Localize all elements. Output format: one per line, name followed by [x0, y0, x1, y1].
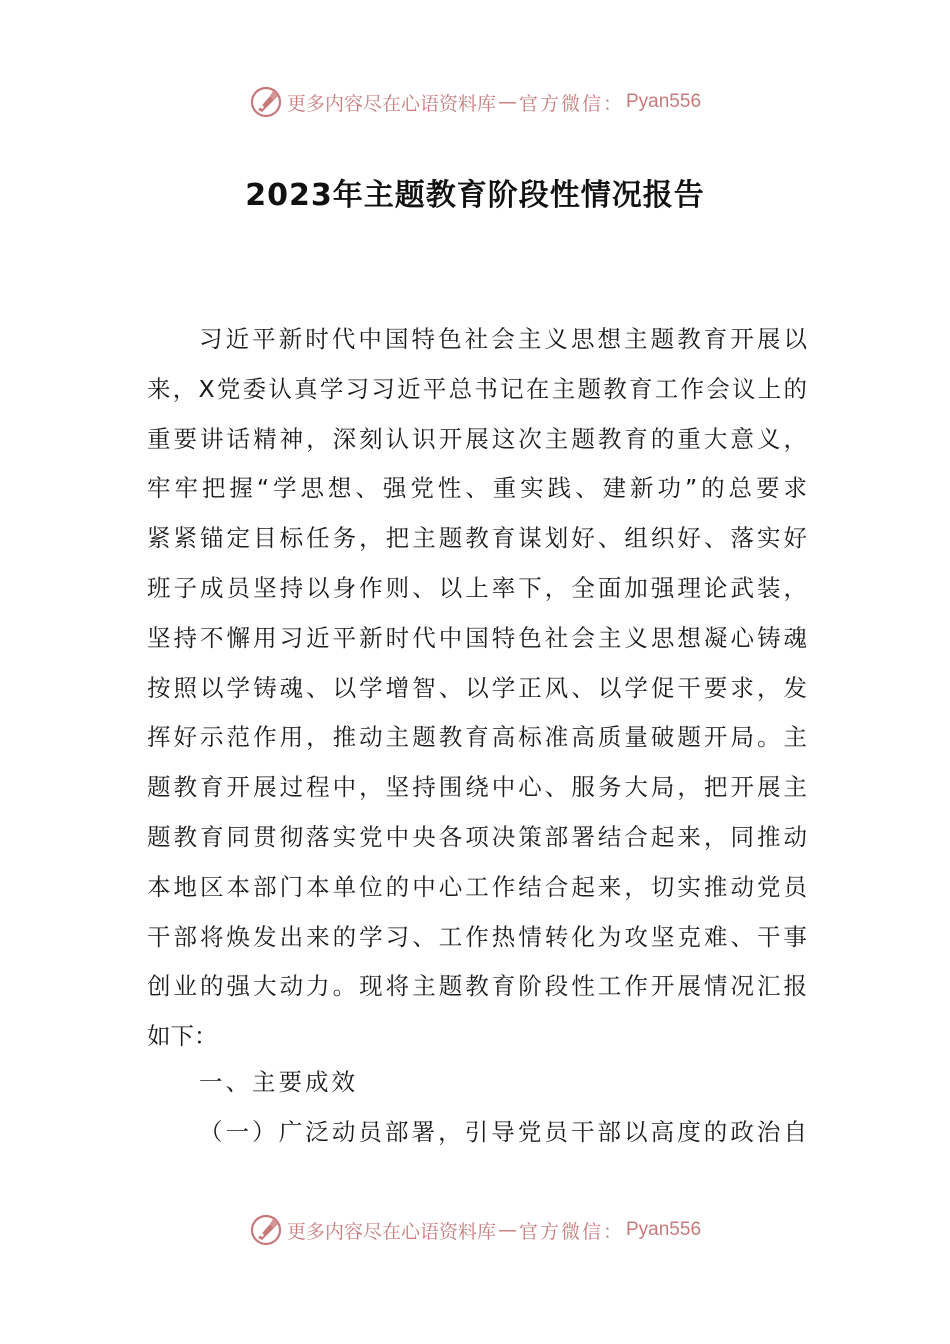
paragraph-line: 班子成员坚持以身作则、以上率下，全面加强理论武装， [147, 573, 807, 602]
pen-nib-circle-logo-icon [249, 1213, 283, 1247]
paragraph-line: 紧紧锚定目标任务，把主题教育谋划好、组织好、落实好 [147, 524, 807, 553]
paragraph-line: 习近平新时代中国特色社会主义思想主题教育开展以 [199, 325, 807, 353]
watermark-top [0, 82, 950, 122]
paragraph-intro [147, 315, 807, 1062]
paragraph-line: 本地区本部门本单位的中心工作结合起来，切实推动党员 [147, 872, 807, 901]
watermark-brand: 更多内容尽在心语资料库 [286, 1220, 496, 1243]
watermark-dash: — [497, 1219, 517, 1241]
paragraph-line: 挥好示范作用，推动主题教育高标准高质量破题开局。主 [147, 723, 807, 752]
paragraph-line: 按照以学铸魂、以学增智、以学正风、以学促干要求，发 [147, 673, 807, 702]
subsection-heading-1: （一）广泛动员部署，引导党员干部以高度的政治自 [199, 1118, 807, 1146]
watermark-label: 官方微信： [518, 92, 624, 115]
watermark-wechat-id: Pyan556 [626, 1219, 702, 1240]
paragraph-line: 重要讲话精神，深刻认识开展这次主题教育的重大意义， [147, 424, 807, 453]
pen-nib-circle-logo-icon [249, 85, 283, 119]
watermark-brand: 更多内容尽在心语资料库 [286, 92, 496, 115]
paragraph-line: 坚持不懈用习近平新时代中国特色社会主义思想凝心铸魂 [147, 623, 807, 652]
watermark-label: 官方微信： [518, 1220, 624, 1243]
watermark-wechat-id: Pyan556 [626, 91, 702, 112]
paragraph-line: 干部将焕发出来的学习、工作热情转化为攻坚克难、干事 [147, 922, 807, 951]
paragraph-line: 题教育同贯彻落实党中央各项决策部署结合起来，同推动 [147, 822, 807, 851]
section-heading-1: 一、主要成效 [199, 1068, 358, 1096]
paragraph-line: 牢牢把握“学思想、强党性、重实践、建新功”的总要求 [147, 474, 807, 503]
paragraph-line: 创业的强大动力。现将主题教育阶段性工作开展情况汇报 [147, 972, 807, 1001]
paragraph-line: 来，X党委认真学习习近平总书记在主题教育工作会议上的 [147, 374, 807, 403]
watermark-bottom [0, 1210, 950, 1250]
document-title: 2023年主题教育阶段性情况报告 [245, 178, 705, 213]
paragraph-line: 题教育开展过程中，坚持围绕中心、服务大局，把开展主 [147, 773, 807, 802]
paragraph-line: 如下： [147, 1022, 218, 1051]
watermark-dash: — [497, 91, 517, 113]
